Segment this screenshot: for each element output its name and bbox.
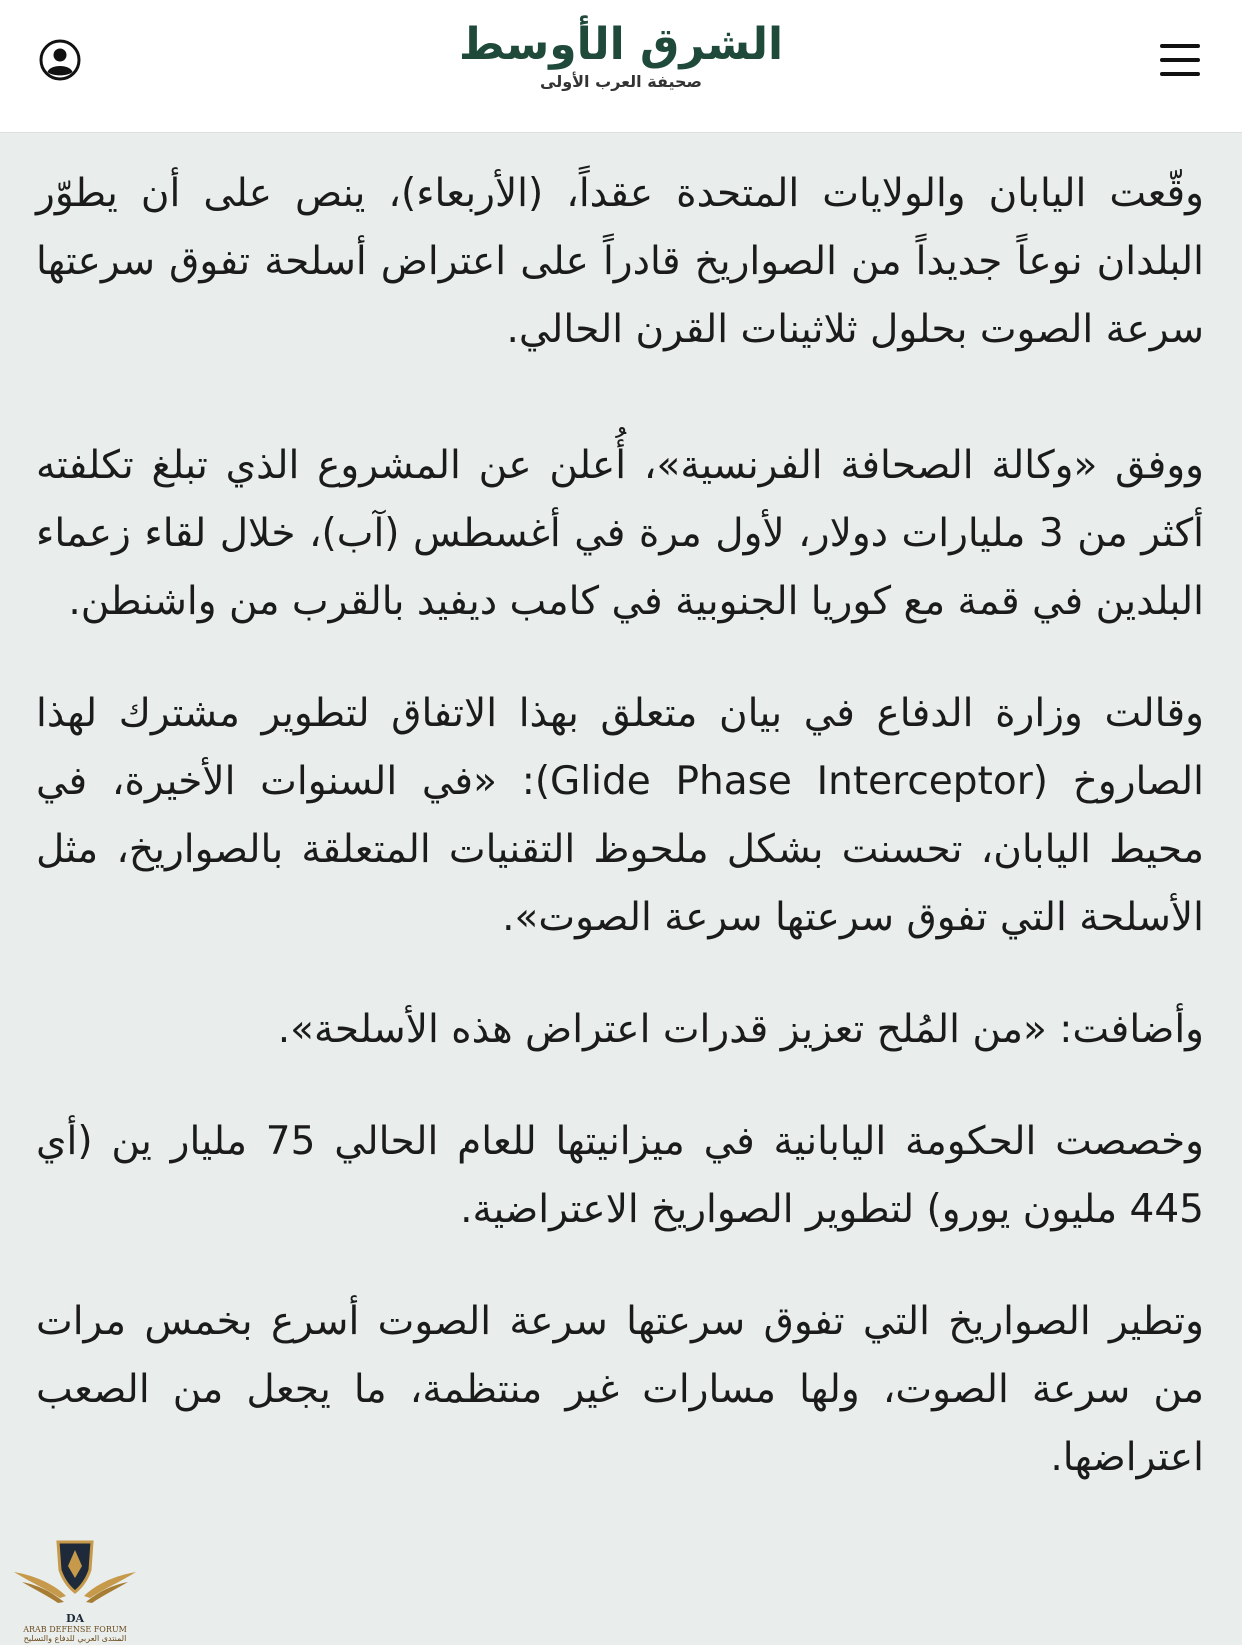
account-button[interactable] bbox=[38, 38, 82, 82]
article-paragraph: وأضافت: «من المُلح تعزيز قدرات اعتراض هذه الأسلحة». bbox=[277, 1007, 1204, 1052]
article-paragraph: ووفق «وكالة الصحافة الفرنسية»، أُعلن عن المشروع الذي تبلغ تكلفته أكثر من 3 مليارات دولار، لأول مرة في أغسطس (آب)، خلال لقاء زعماء البلدين في قمة مع كوريا الجنوبية في كامب ديفيد بالقرب من واشنطن. bbox=[36, 443, 1204, 624]
menu-button[interactable] bbox=[1160, 42, 1204, 78]
logo-subtitle: صحيفة العرب الأولى bbox=[540, 72, 702, 91]
hamburger-menu-icon bbox=[1160, 44, 1200, 48]
article-paragraph: وتطير الصواريخ التي تفوق سرعتها سرعة الصوت أسرع بخمس مرات من سرعة الصوت، ولها مسارات غير منتظمة، ما يجعل من الصعب اعتراضها. bbox=[36, 1299, 1204, 1480]
hamburger-menu-icon bbox=[1160, 58, 1200, 62]
article-paragraph: وقالت وزارة الدفاع في بيان متعلق بهذا الاتفاق لتطوير مشترك لهذا الصاروخ (Glide Phase Interceptor): «في السنوات الأخيرة، في محيط اليابان، تحسنت بشكل ملحوظ التقنيات المتعلقة بالصواريخ، مثل الأسلحة التي تفوق سرعتها سرعة الصوت». bbox=[36, 691, 1204, 940]
article-paragraph: وقّعت اليابان والولايات المتحدة عقداً، (الأربعاء)، ينص على أن يطوّر البلدان نوعاً جديداً من الصواريخ قادراً على اعتراض أسلحة تفوق سرعتها سرعة الصوت بحلول ثلاثينات القرن الحالي. bbox=[36, 171, 1204, 352]
article-body bbox=[36, 160, 1204, 1492]
top-header bbox=[0, 0, 1242, 132]
article-paragraph: وخصصت الحكومة اليابانية في ميزانيتها للعام الحالي 75 مليار ين (أي 445 مليون يورو) لتطوير الصواريخ الاعتراضية. bbox=[36, 1119, 1204, 1232]
eagle-shield-emblem-icon bbox=[8, 1536, 142, 1614]
forum-watermark bbox=[8, 1536, 142, 1642]
site-logo[interactable] bbox=[450, 18, 792, 98]
user-account-icon bbox=[38, 38, 82, 82]
watermark-initials: DA bbox=[65, 1612, 85, 1625]
logo-title: الشرق الأوسط bbox=[458, 19, 784, 70]
watermark-name-ar: المنتدى العربي للدفاع والتسليح bbox=[23, 1634, 127, 1643]
hamburger-menu-icon bbox=[1160, 72, 1200, 76]
watermark-name-en: ARAB DEFENSE FORUM bbox=[23, 1625, 127, 1634]
